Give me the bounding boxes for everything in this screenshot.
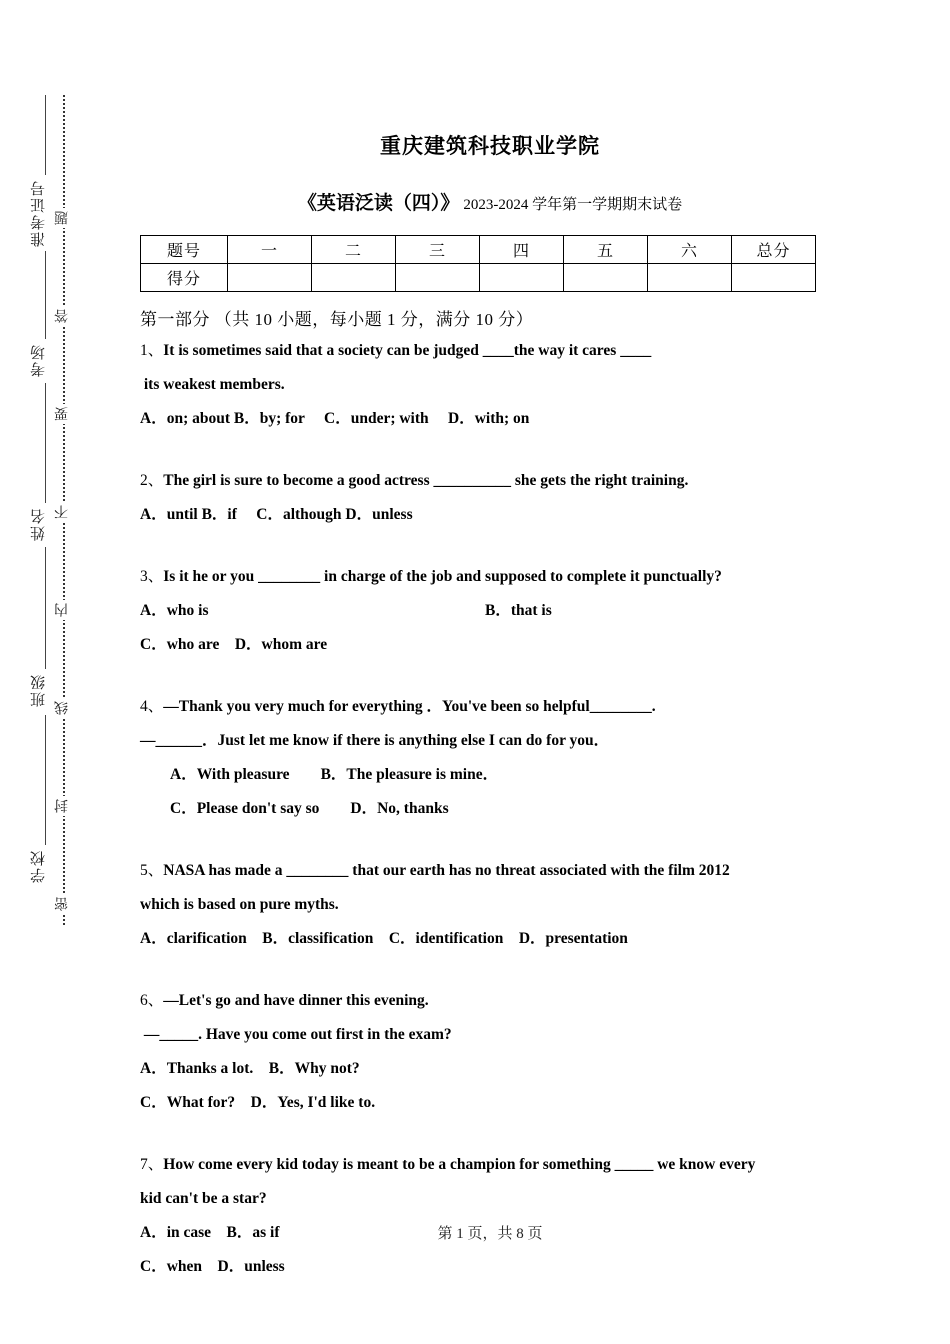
seal-label-name: 姓名 [31,507,47,541]
question-3-options-row-2[interactable]: C．who are D．whom are [140,636,328,653]
question-7-options-row-1[interactable]: A．in case B．as if [140,1224,280,1241]
question-3-options-row-1 [140,594,840,628]
exam-paper-body [140,0,840,1284]
question-7-stem-text-1: How come every kid today is meant to be a champion for something _____ we know every [163,1156,756,1173]
score-table-col-4: 四 [480,236,564,264]
score-table-col-2: 二 [312,236,396,264]
question-7 [140,1148,840,1284]
question-3-number: 3、 [140,568,164,585]
score-table-col-5: 五 [564,236,648,264]
question-2-options[interactable]: A．until B．if C．although D．unless [140,506,413,523]
question-1-options[interactable]: A．on; about B．by; for C．under; with D．with; on [140,410,530,427]
score-table-row-label-score: 得分 [141,264,228,292]
score-cell-5[interactable] [564,264,648,292]
seal-sidebar [0,0,120,1344]
seal-label-school: 学校 [31,849,47,883]
course-name: 《英语泛读（四）》 [297,192,460,214]
question-1-stem-line-1 [140,334,840,368]
question-5 [140,854,840,956]
seal-rule-segment [45,383,46,503]
seal-dot-char-3: 要 [53,404,75,424]
question-6-options-row-2[interactable]: C．What for? D．Yes, I'd like to. [140,1094,376,1111]
seal-label-class: 班级 [31,673,47,707]
score-cell-total[interactable] [732,264,816,292]
question-4 [140,690,840,826]
seal-dot-char-2: 答 [53,306,75,326]
seal-label-exam-room: 考场 [31,343,47,377]
question-1-stem-text-1: It is sometimes said that a society can be judged ____the way it cares ____ [163,342,652,359]
question-3 [140,560,840,662]
question-2 [140,464,840,532]
question-7-number: 7、 [140,1156,164,1173]
seal-rule-segment [45,547,46,669]
seal-label-exam-number: 准考证号 [31,179,47,247]
question-6-stem-text-1: —Let's go and have dinner this evening. [163,992,429,1009]
question-3-stem-line-1 [140,560,840,594]
question-7-stem-line-1 [140,1148,840,1182]
score-table-col-total: 总分 [732,236,816,264]
question-5-options[interactable]: A．clarification B．classification C．identification D．presentation [140,930,628,947]
question-4-options-row-2[interactable]: C．Please don't say so D．No, thanks [170,800,449,817]
table-row-scores [141,264,816,292]
question-5-stem-line-1 [140,854,840,888]
question-6-stem-line-2: —_____. Have you come out first in the exam? [140,1026,452,1043]
page-title: 重庆建筑科技职业学院 [380,134,600,158]
seal-rule-segment [45,715,46,845]
seal-dot-char-7: 封 [53,796,75,816]
exam-subtitle [140,188,840,215]
score-cell-4[interactable] [480,264,564,292]
question-4-options-row-1[interactable]: A．With pleasure B．The pleasure is mine． [170,766,499,783]
page-footer: 第 1 页，共 8 页 [437,1226,543,1242]
question-2-stem-line-1 [140,464,840,498]
score-cell-6[interactable] [648,264,732,292]
question-7-stem-line-2: kid can't be a star? [140,1190,267,1207]
seal-rule-segment [45,251,46,339]
question-6-stem-line-1 [140,984,840,1018]
question-6-number: 6、 [140,992,164,1009]
seal-dot-char-1: 题 [53,208,75,228]
question-5-stem-text-1: NASA has made a ________ that our earth has no threat associated with the film 2012 [163,862,730,879]
score-table-col-3: 三 [396,236,480,264]
score-table-col-1: 一 [228,236,312,264]
question-4-stem-line-2: —______．Just let me know if there is anything else I can do for you． [140,732,610,749]
score-table [140,235,816,292]
score-cell-1[interactable] [228,264,312,292]
exam-term: 2023-2024 学年第一学期期末试卷 [463,197,683,213]
score-table-row-label-question: 题号 [141,236,228,264]
section-heading-part-one: 第一部分 （共 10 小题，每小题 1 分，满分 10 分） [140,310,534,329]
question-3-stem-text-1: Is it he or you ________ in charge of the job and supposed to complete it punctually? [163,568,722,585]
seal-dot-char-8: 密 [53,894,75,914]
question-2-stem-text-1: The girl is sure to become a good actress __________ she gets the right training. [163,472,689,489]
seal-dot-char-6: 线 [53,698,75,718]
question-3-option-a[interactable]: A．who is [140,602,209,619]
score-cell-2[interactable] [312,264,396,292]
question-1-stem-line-2: its weakest members. [140,376,285,393]
seal-rule-segment [45,95,46,175]
question-4-stem-text-1: —Thank you very much for everything ．You've been so helpful________. [163,698,656,715]
question-7-options-row-2[interactable]: C．when D．unless [140,1258,285,1275]
question-5-number: 5、 [140,862,164,879]
question-5-stem-line-2: which is based on pure myths. [140,896,339,913]
score-cell-3[interactable] [396,264,480,292]
table-row-headers [141,236,816,264]
seal-dot-char-4: 不 [53,502,75,522]
seal-dotted-column [52,95,76,925]
question-4-number: 4、 [140,698,164,715]
question-3-option-b[interactable]: B．that is [485,602,552,619]
question-2-number: 2、 [140,472,164,489]
question-1 [140,334,840,436]
seal-dot-char-5: 内 [53,600,75,620]
question-6 [140,984,840,1120]
score-table-col-6: 六 [648,236,732,264]
question-1-number: 1、 [140,342,164,359]
question-6-options-row-1[interactable]: A．Thanks a lot. B．Why not? [140,1060,360,1077]
question-4-stem-line-1 [140,690,840,724]
